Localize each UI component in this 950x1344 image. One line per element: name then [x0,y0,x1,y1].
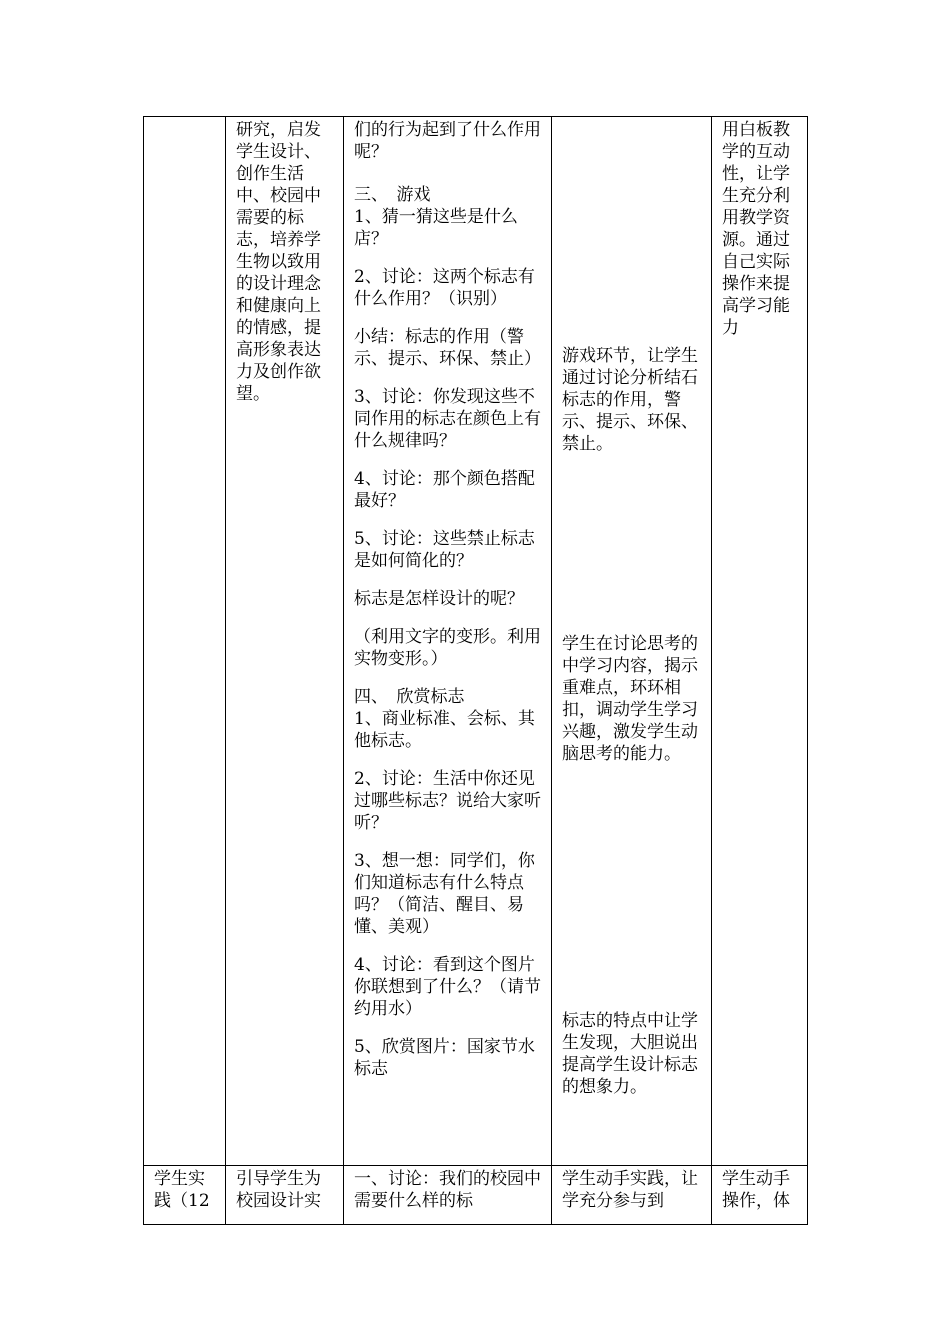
intent-paragraph: 标志的特点中让学生发现，大胆说出提高学生设计标志的想象力。 [562,1011,698,1097]
intent-paragraph: 游戏环节，让学生通过讨论分析结石标志的作用，警示、提示、环保、禁止。 [562,346,698,454]
activity-paragraph: 小结：标志的作用（警示、提示、环保、禁止） [354,327,541,369]
stage-cell [144,1166,226,1225]
intent-paragraph: 学生动手实践，让学充分参与到 [562,1169,698,1211]
method-text: 用白板教学的互动性，让学生充分利用教学资源。通过自己实际操作来提高学习能力 [722,120,790,338]
activity-paragraph: 三、 游戏 1、猜一猜这些是什么店？ [354,185,518,249]
intent-cell [552,117,712,1166]
activity-paragraph: 们的行为起到了什么作用呢？ [354,120,541,162]
table-row [144,117,808,1166]
objective-text: 研究，启发学生设计、创作生活中、校园中需要的标志，培养学生物以致用的设计理念和健康向上的情感，提高形象表达力及创作欲望。 [236,120,321,404]
objective-cell [226,117,344,1166]
method-cell [712,117,808,1166]
activity-paragraph: 4、讨论：看到这个图片你联想到了什么？（请节约用水） [354,955,541,1019]
stage-cell [144,117,226,1166]
activity-cell [344,1166,552,1225]
table-row [144,1166,808,1225]
intent-paragraph: 学生在讨论思考的中学习内容，揭示重难点，环环相扣，调动学生学习兴趣，激发学生动脑思考的能力。 [562,634,698,764]
activity-paragraph: 3、讨论：你发现这些不同作用的标志在颜色上有什么规律吗？ [354,387,541,451]
stage-text: 学生实践（12 [154,1169,210,1211]
activity-paragraph: 标志是怎样设计的呢？ [354,589,524,609]
objective-cell [226,1166,344,1225]
activity-paragraph: 2、讨论：生活中你还见过哪些标志？说给大家听听？ [354,769,541,833]
lesson-plan-table [143,116,808,1225]
method-cell [712,1166,808,1225]
method-text: 学生动手操作，体 [722,1169,790,1211]
activity-paragraph: 5、欣赏图片：国家节水标志 [354,1037,535,1079]
objective-text: 引导学生为校园设计实 [236,1169,321,1211]
activity-paragraph: 2、讨论：这两个标志有什么作用？（识别） [354,267,535,309]
activity-paragraph: （利用文字的变形。利用实物变形。） [354,627,541,669]
activity-paragraph: 4、讨论：那个颜色搭配最好？ [354,469,535,511]
intent-cell [552,1166,712,1225]
activity-cell [344,117,552,1166]
activity-paragraph: 5、讨论：这些禁止标志是如何简化的？ [354,529,535,571]
activity-paragraph: 四、 欣赏标志 1、商业标准、会标、其他标志。 [354,687,535,751]
activity-paragraph: 一、讨论：我们的校园中需要什么样的标 [354,1169,541,1211]
activity-paragraph: 3、想一想：同学们，你们知道标志有什么特点吗？（简洁、醒目、易懂、美观） [354,851,535,937]
